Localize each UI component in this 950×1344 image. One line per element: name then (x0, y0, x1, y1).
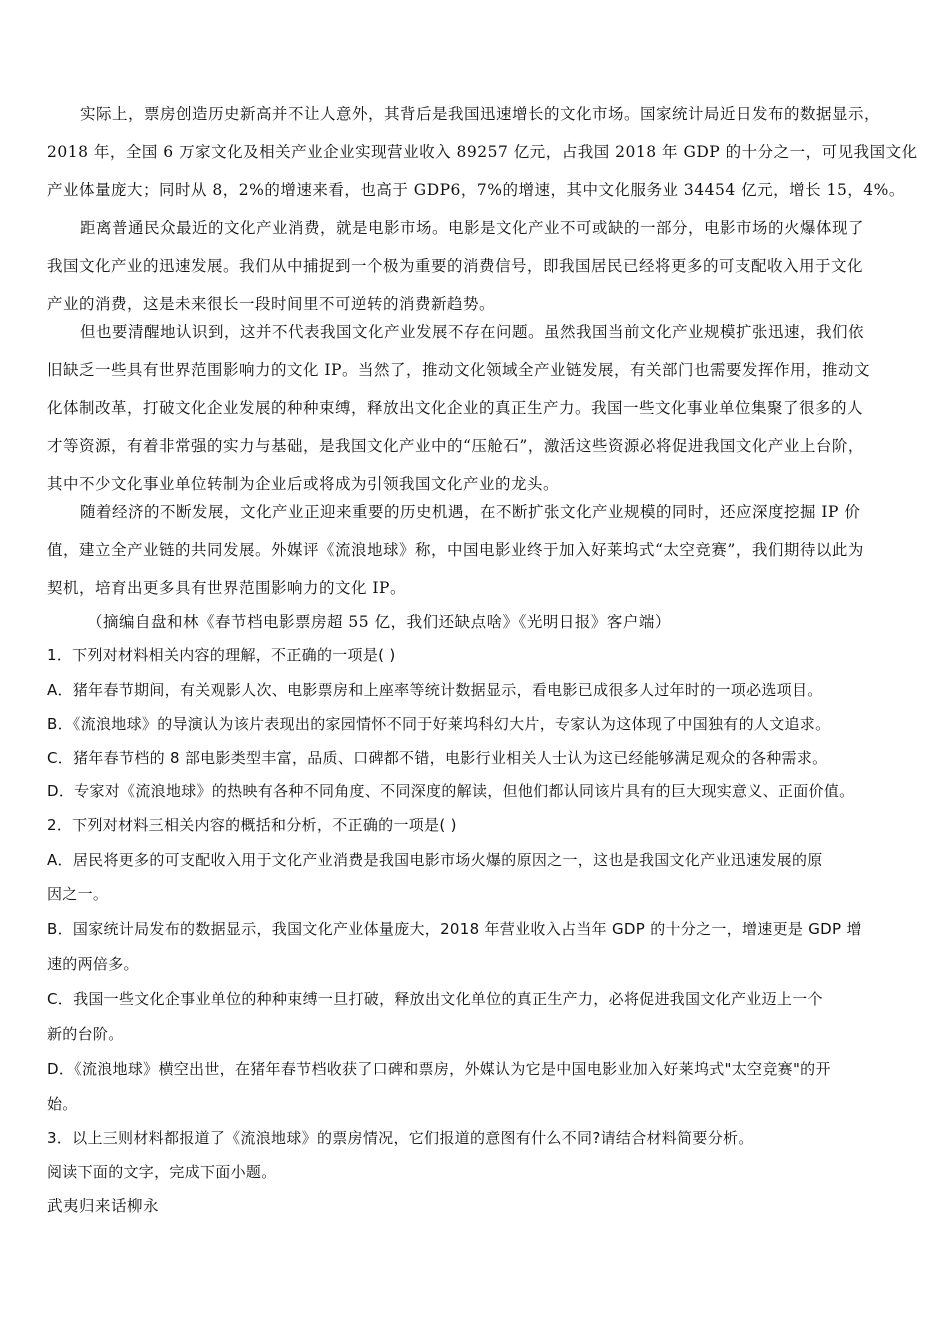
paragraph-2-line-2: 我国文化产业的迅速发展。我们从中捕捉到一个极为重要的消费信号，即我国居民已经将更多的可支配收入用于文化 (47, 257, 864, 275)
paragraph-3-line-5: 其中不少文化事业单位转制为企业后或将成为引领我国文化产业的龙头。 (47, 475, 560, 493)
paragraph-3-line-4: 才等资源，有着非常强的实力与基础，是我国文化产业中的“压舱石”，激活这些资源必将促进我国文化产业上台阶， (47, 437, 864, 455)
question-1-option-a: A．猪年春节期间，有关观影人次、电影票房和上座率等统计数据显示，看电影已成很多人过年时的一项必选项目。 (47, 681, 823, 699)
reading-instruction: 阅读下面的文字，完成下面小题。 (47, 1163, 277, 1181)
question-2-option-d-line-1: D．《流浪地球》横空出世，在猪年春节档收获了口碑和票房，外媒认为它是中国电影业加入好莱坞式"太空竞赛"的开 (47, 1060, 831, 1078)
question-1-stem: 1．下列对材料相关内容的理解，不正确的一项是( ) (47, 646, 396, 664)
paragraph-1-line-3: 产业体量庞大；同时从 8，2%的增速来看，也高于 GDP6，7%的增速，其中文化服务业 34454 亿元，增长 15，4%。 (47, 181, 905, 199)
paragraph-2-line-1: 距离普通民众最近的文化产业消费，就是电影市场。电影是文化产业不可或缺的一部分，电影市场的火爆体现了 (80, 219, 865, 237)
paragraph-4-line-1: 随着经济的不断发展，文化产业正迎来重要的历史机遇，在不断扩张文化产业规模的同时，还应深度挖掘 IP 价 (80, 503, 861, 521)
question-2-option-a-line-1: A．居民将更多的可支配收入用于文化产业消费是我国电影市场火爆的原因之一，这也是我国文化产业迅速发展的原 (47, 851, 823, 869)
paragraph-3-line-2: 旧缺乏一些具有世界范围影响力的文化 IP。当然了，推动文化领域全产业链发展，有关部门也需要发挥作用，推动文 (47, 361, 870, 379)
question-2-stem: 2．下列对材料三相关内容的概括和分析，不正确的一项是( ) (47, 816, 457, 834)
question-2-option-b-line-1: B．国家统计局发布的数据显示，我国文化产业体量庞大，2018 年营业收入占当年 GDP 的十分之一，增速更是 GDP 增 (47, 920, 862, 938)
question-1-option-b: B．《流浪地球》的导演认为该片表现出的家园情怀不同于好莱坞科幻大片，专家认为这体现了中国独有的人文追求。 (47, 715, 831, 733)
next-passage-title: 武夷归来话柳永 (47, 1197, 160, 1215)
paragraph-4-line-3: 契机，培育出更多具有世界范围影响力的文化 IP。 (47, 579, 406, 597)
question-1-option-c: C．猪年春节档的 8 部电影类型丰富，品质、口碑都不错，电影行业相关人士认为这已经能够满足观众的各种需求。 (47, 749, 828, 767)
question-3-stem: 3．以上三则材料都报道了《流浪地球》的票房情况，它们报道的意图有什么不同?请结合材料简要分析。 (47, 1129, 754, 1147)
paragraph-1-line-1: 实际上，票房创造历史新高并不让人意外，其背后是我国迅速增长的文化市场。国家统计局近日发布的数据显示， (80, 105, 881, 123)
paragraph-4-line-2: 值，建立全产业链的共同发展。外媒评《流浪地球》称，中国电影业终于加入好莱坞式“太空竞赛”，我们期待以此为 (47, 541, 864, 559)
question-2-option-b-line-2: 速的两倍多。 (47, 955, 139, 973)
paragraph-1-line-2: 2018 年，全国 6 万家文化及相关产业企业实现营业收入 89257 亿元，占我国 2018 年 GDP 的十分之一，可见我国文化 (47, 143, 918, 161)
paragraph-3-line-3: 化体制改革，打破文化企业发展的种种束缚，释放出文化企业的真正生产力。我国一些文化事业单位集聚了很多的人 (47, 399, 864, 417)
question-2-option-c-line-1: C．我国一些文化企事业单位的种种束缚一旦打破，释放出文化单位的真正生产力，必将促进我国文化产业迈上一个 (47, 990, 823, 1008)
question-1-option-d: D．专家对《流浪地球》的热映有各种不同角度、不同深度的解读，但他们都认同该片具有的巨大现实意义、正面价值。 (47, 782, 855, 800)
source-citation: （摘编自盘和林《春节档电影票房超 55 亿，我们还缺点啥》《光明日报》客户端） (87, 613, 671, 631)
question-2-option-c-line-2: 新的台阶。 (47, 1025, 124, 1043)
paragraph-3-line-1: 但也要清醒地认识到，这并不代表我国文化产业发展不存在问题。虽然我国当前文化产业规模扩张迅速，我们依 (80, 323, 865, 341)
question-2-option-a-line-2: 因之一。 (47, 885, 109, 903)
question-2-option-d-line-2: 始。 (47, 1095, 78, 1113)
paragraph-2-line-3: 产业的消费，这是未来很长一段时间里不可逆转的消费新趋势。 (47, 295, 496, 313)
